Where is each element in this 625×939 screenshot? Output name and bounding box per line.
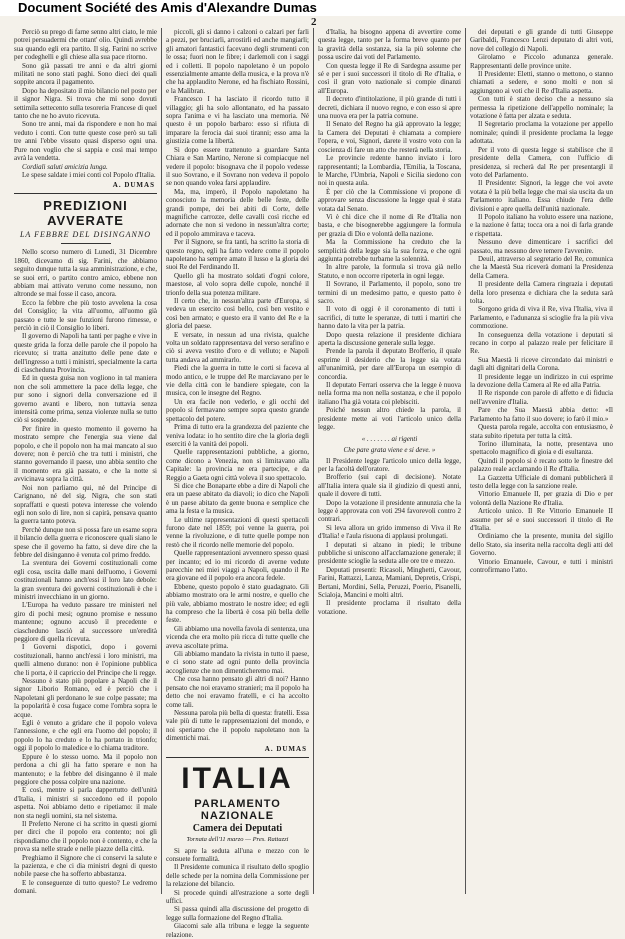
paragraph: Il Re risponde con parole di affetto e di fiducia nell'avvenire d'Italia.: [470, 389, 613, 406]
column-1: [14, 28, 157, 894]
paragraph: Il governo di Napoli ha tanti per paghe e vive in queste grida la forza delle parole che il popolo ha ricevuto; si tratta anzitutto delle pene date e dell'ingresso a tutti i ministri, specialmente la carta di ciascheduna Provincia.: [14, 332, 157, 374]
session-dateline: Tornata dell'11 marzo — Pres. Rattazzi: [186, 835, 289, 843]
paragraph: Nessuna parola più bella di questa: fratelli. Essa vale più di tutte le rappresentazioni del mondo, e noi speriamo che il popolo napoletano non la dimentichi mai.: [166, 708, 309, 743]
column-rule: [465, 28, 466, 894]
paragraph: Eppure è lo stesso uomo. Ma il popolo non perdona a chi gli ha fatto sperare e non ha mantenuto; e la febbre del disinganno è il male peggiore che possa colpire una nazione.: [14, 752, 157, 786]
paragraph: Ma la Commissione ha creduto che la semplicità della legge sia la sua forza, e che ogni aggiunta potrebbe turbarne la solennità.: [318, 238, 461, 263]
paragraph: È per ciò che la Commissione vi propone di approvare senza discussione la legge qual è stata votata dal Senato.: [318, 187, 461, 213]
paragraph: Il voto di oggi è il coronamento di tutti i sacrifici, di tutte le speranze, di tutti i martiri che hanno dato la vita per la patria.: [318, 305, 461, 331]
paragraph: I Governi dispotici, dopo i governi costituzionali, hanno anch'essi i loro ministri, ma quelli almeno durano: non è l'opinione pubblica che li porta, è il capriccio del Principe che li regge.: [14, 643, 157, 677]
article-subheadline: LA FEBBRE DEL DISINGANNO: [19, 230, 152, 240]
paragraph: Dopo questa relazione il presidente dichiara aperta la discussione generale sulla legge.: [318, 330, 461, 348]
paragraph: Ma, ma, imperò, il Popolo napoletano ha conosciuto la memoria delle belle feste, delle grandi pompe, dei bei abiti di Corte, delle magnifiche carrozze, delle cavalli così ricche ed adornate che non si vedono in nessun'altra corte; ed il popolo ammirava e taceva.: [166, 187, 309, 238]
paragraph: Prende la parola il deputato Brofferio, il quale esprime il desiderio che la legge sia votata all'unanimità, per dare all'Europa un esempio di concordia.: [318, 347, 461, 381]
paragraph: Perciò su prego di farne senno altri ciato, le mie potrei persuadermi che ottant' olio. Quindi avrebbe sua quando egli era partito. Il sig. Farini no scrive per codeghelli e gli chiese alla sua pace ritorno.: [14, 28, 157, 62]
paragraph: Girolamo e Piccolo adunanza generale. Rappresentanti delle province unite.: [470, 53, 613, 70]
paragraph: Ed in questa guisa non vogliono in tal maniera non che soli ammettere la pace della legge, che pur sono i signori della conversazione ed il governo avanti e libero, non tuttavia senza intensità come prima, senza violenze nulla se tutto ciò si sospende.: [14, 374, 157, 425]
paragraph: Poiché nessun altro chiede la parola, il presidente mette ai voti l'articolo unico della legge.: [318, 406, 461, 432]
paragraph: Il Popolo italiano ha voluto essere una nazione, e la nazione è fatta; tocca ora a noi di farla grande e rispettata.: [470, 212, 613, 238]
paragraph: Con questa legge il Re di Sardegna assume per sé e per i suoi successori il titolo di Re d'Italia, e così il gran voto nazionale si compie dinanzi all'Europa.: [318, 61, 461, 95]
paragraph: Dopo ha depositato il mio bilancio nel posto per il signor Nigra. Si trova che mi sono dovuti settimila settecento sulla tesoreria Francese di quel tanto che ne ho avuto ricevuta.: [14, 86, 157, 121]
paragraph: Si dice che Bonaparte ebbe a dire di Napoli che era un paese abitato da diavoli; io dico che Napoli è un paese abitato da gente buona e semplice che ama la festa e la musica.: [166, 481, 309, 516]
paragraph: Vi è chi dice che il nome di Re d'Italia non basta, e che bisognerebbe aggiungere la formula per grazia di Dio e volontà della nazione.: [318, 212, 461, 238]
closing-line: Le spese saldate i miei conti col Popolo d'Italia.: [22, 170, 156, 179]
paragraph: Il Segretario proclama la votazione per appello nominale; quindi il presidente proclama la legge adottata.: [470, 120, 613, 146]
paragraph: Preghiamo il Signore che ci conservi la salute e la pazienza, e che ci dia ministri degni di questo nobile paese che ha sofferto abbastanza.: [14, 853, 157, 879]
paragraph: Dopo la votazione il presidente annunzia che la legge è approvata con voti 294 favorevoli contro 2 contrari.: [318, 498, 461, 524]
verse-line: Che pare grata viene e si deve. »: [343, 445, 436, 454]
signature: A. DUMAS: [264, 744, 307, 753]
verse-line: « . . . . . . . ai rigenti: [361, 434, 418, 443]
paragraph: Quello gli ha mostrato soldati d'ogni colore, maestose, al volo sopra delle cupole, nonché il trionfo della sua potenza militare.: [166, 271, 309, 297]
paragraph: Si procede quindi all'estrazione a sorte degli uffici.: [166, 888, 309, 905]
paragraph: dei deputati e gli grande di tutti Giuseppe Garibaldi, Francesco Lenzi deputato di altri voti, nove del collegio di Napoli.: [470, 28, 613, 53]
paragraph: Il Senato del Regno ha già approvato la legge; la Camera dei Deputati è chiamata a compiere l'opera, e voi, Signori, darete il vostro voto con la coscienza di fare un atto che resterà nella storia.: [318, 120, 461, 154]
section-heading: PARLAMENTO NAZIONALE: [194, 797, 281, 822]
paragraph: Con tutti è stato deciso che a nessuno sia permessa la ripetizione dell'appello nominale; la votazione è fatta per alzata e seduta.: [470, 95, 613, 121]
paragraph: Il Presidente: Signori, la legge che voi avete votata è la più bella legge che mai sia uscita da un Parlamento italiano. Essa chiude l'era delle divisioni e apre quella dell'unità nazionale.: [470, 179, 613, 213]
paragraph: Noi non parliamo qui, né del Principe di Carignano, né del sig. Nigra, che son stati sopraffatti e questi poteva interesse che volendo egli non solo di lire, non si capirà, pensava quanto la guerra tanto poteva.: [14, 483, 157, 526]
column-rule: [161, 28, 162, 894]
paragraph: Francesco I ha lasciato il ricordo tutto il villaggio; gli ha solo allontanato, ed ha passato sopra l'anima e vi ha lasciato una memoria. Né questo è un popolo barbaro: esso si rifiuta di imparare la ferocia dai suoi tiranni; esso ama la giustizia come la libertà.: [166, 95, 309, 146]
column-2: [166, 28, 309, 939]
divider: [166, 757, 309, 758]
paragraph: Per finire in questo momento il governo ha mostrato sempre che l'energia sua viene dal popolo, e che il popolo non ha mai mancato al suo dovere; non è perciò che tra tutti i ministri, che stanno governando il paese, uno abbia sentito che il momento era già passato, e che la notte si avvicinava sopra la città.: [14, 424, 157, 484]
paragraph: Il Presidente: Eletti, stanno o mettono, o stanno chiamati a sedere, e sono molti e non si aggiungono ai voti che il Re d'Italia aspetta.: [470, 70, 613, 95]
paragraph: E così, mentre si parla dappertutto dell'unità d'Italia, i ministri si succedono ed il popolo aspetta. Noi abbiamo detto e ripetiamo: il male non sta negli uomini, sta nel sistema.: [14, 786, 157, 820]
page-number: 2: [311, 16, 317, 28]
paragraph: Giacomi sale alla tribuna e legge la seguente relazione.: [166, 922, 309, 939]
closing-line: Cordiali saluti amicizia lunga.: [22, 162, 108, 171]
paragraph: Sua Maestà li riceve circondato dai ministri e dagli alti dignitari della Corona.: [470, 355, 613, 373]
paragraph: La Gazzetta Ufficiale di domani pubblicherà il testo della legge con la sanzione reale.: [470, 473, 613, 490]
paragraph: Si dopo essere trattenuto a guardare Santa Chiara e San Martino, Nerone si compiacque nel vedere il popolo: bisognava che il popolo vedesse il suo Sovrano, e il Sovrano non vedeva il popolo se non quando volea farsi applaudire.: [166, 145, 309, 188]
paragraph: In conseguenza della votazione i deputati si recano in corpo al palazzo reale per felicitare il Re.: [470, 330, 613, 356]
paragraph: Piedi che la guerra in tutte le corti si faceva al modo antico, e le truppe del Re marciavano per le vie della città con le bandiere spiegate, con la musica, con le insegne del Regno.: [166, 364, 309, 398]
paragraph: Il Sovrano, il Parlamento, il popolo, sono tre termini di un medesimo patto, e questo patto è sacro.: [318, 280, 461, 305]
paragraph: Un era facile non vederlo, e gli occhi del popolo si fermavano sempre sopra questo grande spettacolo del potere.: [166, 397, 309, 423]
paragraph: Il decreto d'intitolazione, il più grande di tutti i decreti, dichiara il nuovo regno, e con esso si apre una nuova era per la patria comune.: [318, 95, 461, 121]
paragraph: Quelle rappresentazioni pubbliche, a giorno, come dicono a Venezia, non si limitavano alla Capitale: la provincia ne era partecipe, e da Reggio a Gaeta ogni città voleva il suo spettacolo.: [166, 448, 309, 482]
paragraph: Gli abbiamo una novella favola di sentenza, una vicenda che era molto più ricca di tutte quelle che aveva ascoltate prima.: [166, 624, 309, 650]
paragraph: d'Italia, ha bisogno appena di avvertire come questa legge, tanto per la forma breve quanto per la gravità della sostanza, sia la più solenne che possa uscire dai voti del Parlamento.: [318, 28, 461, 62]
paragraph: Il presidente proclama il risultato della votazione.: [318, 599, 461, 616]
paragraph: Si apre la seduta all'una e mezzo con le consuete formalità.: [166, 846, 309, 863]
paragraph: Ecco la febbre che più tosto avvelena la cosa del Consiglio; la vita all'uomo, all'uomo già passato e tutte le sue funzioni furono rimesse, e perciò in ciò il Consiglio lo liberi.: [14, 298, 157, 332]
paragraph: Il deputato Ferrari osserva che la legge è nuova nella forma ma non nella sostanza, e che il popolo italiano l'ha già votata coi plebisciti.: [318, 381, 461, 406]
paragraph: Articolo unico. Il Re Vittorio Emanuele II assume per sé e suoi successori il titolo di Re d'Italia.: [470, 507, 613, 532]
paragraph: Torino illuminata, la notte, presentava uno spettacolo magnifico di gioia e di esultanza.: [470, 439, 613, 457]
paragraph: Per il voto di questa legge si stabilisce che il presidente della Camera, con l'ufficio di presidenza, si recherà dal Re per presentargli il voto del Parlamento.: [470, 145, 613, 179]
paragraph: Le ultime rappresentazioni di questi spettacoli furono date nel 1859; poi venne la guerra, poi venne la rivoluzione, e di tutte quelle pompe non restò che il ricordo nelle memorie del popolo.: [166, 515, 309, 549]
paragraph: Nessuno è stato più popolare a Napoli che il signor Liborio Romano, ed è perciò che i Napoletani gli perdonano le sue colpe passate; ma la popolarità è cosa fugace come l'ombra sopra le acque.: [14, 677, 157, 719]
column-3: [318, 28, 461, 894]
paragraph: Per il Signore, se fra tanti, ha scritto la storia di questo regno, egli ha fatto vedere come il popolo napoletano ha sempre amato il lusso e la gloria dei suoi Re del Ferdinando II.: [166, 238, 309, 272]
paragraph: Questa parola regale, accolta con entusiasmo, è stata subito ripetuta per tutta la città.: [470, 423, 613, 440]
paragraph: Vittorio Emanuele II, per grazia di Dio e per volontà della Nazione Re d'Italia.: [470, 490, 613, 507]
paragraph: Deuil, attraverso al segretario del Re, comunica che la Maestà Sua riceverà domani la Presidenza della Camera.: [470, 254, 613, 280]
paragraph: Il presidente della Camera ringrazia i deputati della loro presenza e dichiara che la seduta sarà tolta.: [470, 280, 613, 305]
paragraph: E versate, in nessun ad una rivista, qualche volta un soldato rappresentava del verso serafino e ciò si aveva vestito d'oro e di velluto; e Napoli tutta andava ad ammirarlo.: [166, 330, 309, 364]
paragraph: Sono tre anni, mai da rispondere e non ho mai veduto i conti. Con tutte queste cose però su tali tre anni l'ebbe vissuto quasi disperso ogni una. Pure non voglio che si sappia e così mai tempo avrà la vendetta.: [14, 120, 157, 163]
paragraph: Perchè dunque non si possa fare un esame sopra il bilancio della guerra e riconoscere quali siano le spese che il governo ha fatto, si deve dire che la febbre del disinganno è venuta col primo freddo.: [14, 525, 157, 559]
paragraph: Sorgono grida di viva il Re, viva l'Italia, viva il Parlamento, e l'adunanza si scioglie fra la più viva commozione.: [470, 305, 613, 331]
source-banner: Document Société des Amis d'Alexandre Dumas: [0, 0, 625, 16]
paragraph: In altre parole, la formula si trova già nello Statuto, e non occorre ripeterla in ogni legge.: [318, 263, 461, 280]
paragraph: Gli abbiamo mandato la rivista in tutto il paese, e ci sono state ad ogni punto della provincia accoglienze che non dimenticheremo mai.: [166, 650, 309, 675]
column-4: [470, 28, 613, 894]
paragraph: Sono già passati tre anni e da altri giorni militati ne sono stati paghi. Sono dieci dei quali soppite ancora il pagamento.: [14, 61, 157, 87]
paragraph: Ordiniamo che la presente, munita del sigillo dello Stato, sia inserita nella raccolta degli atti del Governo.: [470, 532, 613, 558]
paragraph: Si passa quindi alla discussione del progetto di legge sulla formazione del Regno d'Italia.: [166, 905, 309, 922]
paragraph: Il Presidente legge l'articolo unico della legge, per la facoltà dell'oratore.: [318, 456, 461, 473]
divider: [14, 193, 157, 194]
section-subheading: Camera dei Deputati: [192, 822, 283, 834]
paragraph: L'Europa ha veduto passare tre ministeri nel giro di pochi mesi; ognuno promise e nessuno mantenne; ognuno accusò il precedente e ciascheduno lasciò al successore un'eredità peggiore di quella ricevuta.: [14, 601, 157, 643]
paragraph: Vittorio Emanuele, Cavour, e tutti i ministri controfirmano l'atto.: [470, 557, 613, 574]
paragraph: Pare che Sua Maestà abbia detto: «Il Parlamento ha fatto il suo dovere; io farò il mio.»: [470, 406, 613, 423]
paragraph: Il Presidente comunica il risultato dello spoglio delle schede per la nomina della Commissione per la relazione del bilancio.: [166, 863, 309, 889]
paragraph: Brofferio (sui capi di decisione). Notate all'Italia intera quale sia il giudizio di questi anni, quale il dovere di tutti.: [318, 473, 461, 499]
paragraph: Che cosa hanno pensato gli altri di noi? Hanno pensato che noi eravamo stranieri; ma il popolo ha detto che noi eravamo fratelli, e ci ha accolto come tali.: [166, 675, 309, 709]
paragraph: E le conseguenze di tutto questo? Le vedremo domani.: [14, 878, 157, 896]
paragraph: Il presidente legge un indirizzo in cui esprime la devozione della Camera al Re ed alla Patria.: [470, 372, 613, 390]
paragraph: Le provincie redente hanno inviato i loro rappresentanti; la Lombardia, l'Emilia, la Toscana, le Marche, l'Umbria, Napoli e Sicilia siedono con noi in questa aula.: [318, 154, 461, 188]
signature: A. DUMAS: [112, 181, 155, 190]
paragraph: Nello scorso numero di Lunedì, 31 Dicembre 1860, dicevamo di sig. Farini, che abbiamo seguito dunque tutta la sua amministrazione, e che, se suoi erri, o partito contro amico, ebbene non abbiam mai attivato veruno come nessuno, non altronde se mai fosse il caso, ancora.: [14, 248, 157, 299]
paragraph: Quelle rappresentazioni avvennero spesso quasi per incanto; ed io mi ricordo di averne vedute parecchie nei miei viaggi a Napoli, quando il Re era giovane ed il popolo era ancora fedele.: [166, 549, 309, 583]
paragraph: Quindi il popolo si è recato sotto le finestre del palazzo reale acclamando il Re d'Italia.: [470, 456, 613, 474]
paragraph: Il certo che, in nessun'altra parte d'Europa, si vedeva un esercito così bello, così ben vestito e così ben armato; e questo era il vanto del Re e la gloria del paese.: [166, 297, 309, 331]
divider: [61, 243, 111, 244]
paragraph: piccoli, gli si danno i calzoni o calzari per farli a pezzi, per bruciarli, arrostirli ed anche mangiarli; gli amatori fantastici facevano degli strumenti con le ossa; fuori non le fibre; i darlemoli con i saggi ed i colletti. Il popolo napoletano è un popolo essenzialmente amante della musica, e la prova n'è che ha applaudito Nerone, ed ha fischiato Rossini, e la Malibran.: [166, 28, 309, 95]
paragraph: Deputati presenti: Ricasoli, Minghetti, Cavour, Farini, Rattazzi, Lanza, Mamiani, Depretis, Crispi, Bertani, Mordini, Sella, Peruzzi, Poerio, Pisanelli, Scialoja, Mancini e molti altri.: [318, 565, 461, 599]
paragraph: Prima di tutto era la grandezza del paziente che veniva lodata: io ho sentito dire che la gloria degli eserciti è la vanità dei popoli.: [166, 423, 309, 448]
columns: [14, 28, 614, 939]
paragraph: Il Prefetto Nerone ci ha scritto in questi giorni per dirci che il popolo era contento; noi gli rispondiamo che il popolo non è contento, e che la prova sta nelle strade e nelle piazze della città.: [14, 819, 157, 854]
article-headline: PREDIZIONI AVVERATE: [43, 198, 128, 229]
paragraph: I deputati si alzano in piedi; le tribune pubbliche si uniscono all'acclamazione generale; il presidente scioglie la seduta alle ore tre e mezzo.: [318, 540, 461, 566]
column-rule: [313, 28, 314, 894]
paragraph: Egli è venuto a gridare che il popolo voleva l'annessione, e che egli era l'uomo del popolo; il popolo lo ha creduto e lo ha portato in trionfo; oggi il popolo lo maledice e lo chiama traditore.: [14, 719, 157, 753]
paragraph: Ebbene, questo popolo è stato guadagnato. Gli abbiamo mostrato ora le armi nostre, e quello che più vale, abbiamo mostrato le nostre idee; ed egli ha compreso che la libertà è cosa più bella delle feste.: [166, 582, 309, 625]
paragraph: Nessuno deve dimenticare i sacrifici del passato, ma nessuno deve temere l'avvenire.: [470, 238, 613, 255]
section-title-italia: ITALIA: [181, 761, 294, 795]
paragraph: Si leva allora un grido immenso di Viva il Re d'Italia! e l'aula risuona di applausi prolungati.: [318, 523, 461, 541]
paragraph: La sventura dei Governi costituzionali come egli cosa, uscita dalle mani dell'uomo, i Governi costituzionali hanno anch'essi il loro lato debole: la gran sventura dei governi costituzionali è che i ministri invecchiano in un giorno.: [14, 559, 157, 601]
